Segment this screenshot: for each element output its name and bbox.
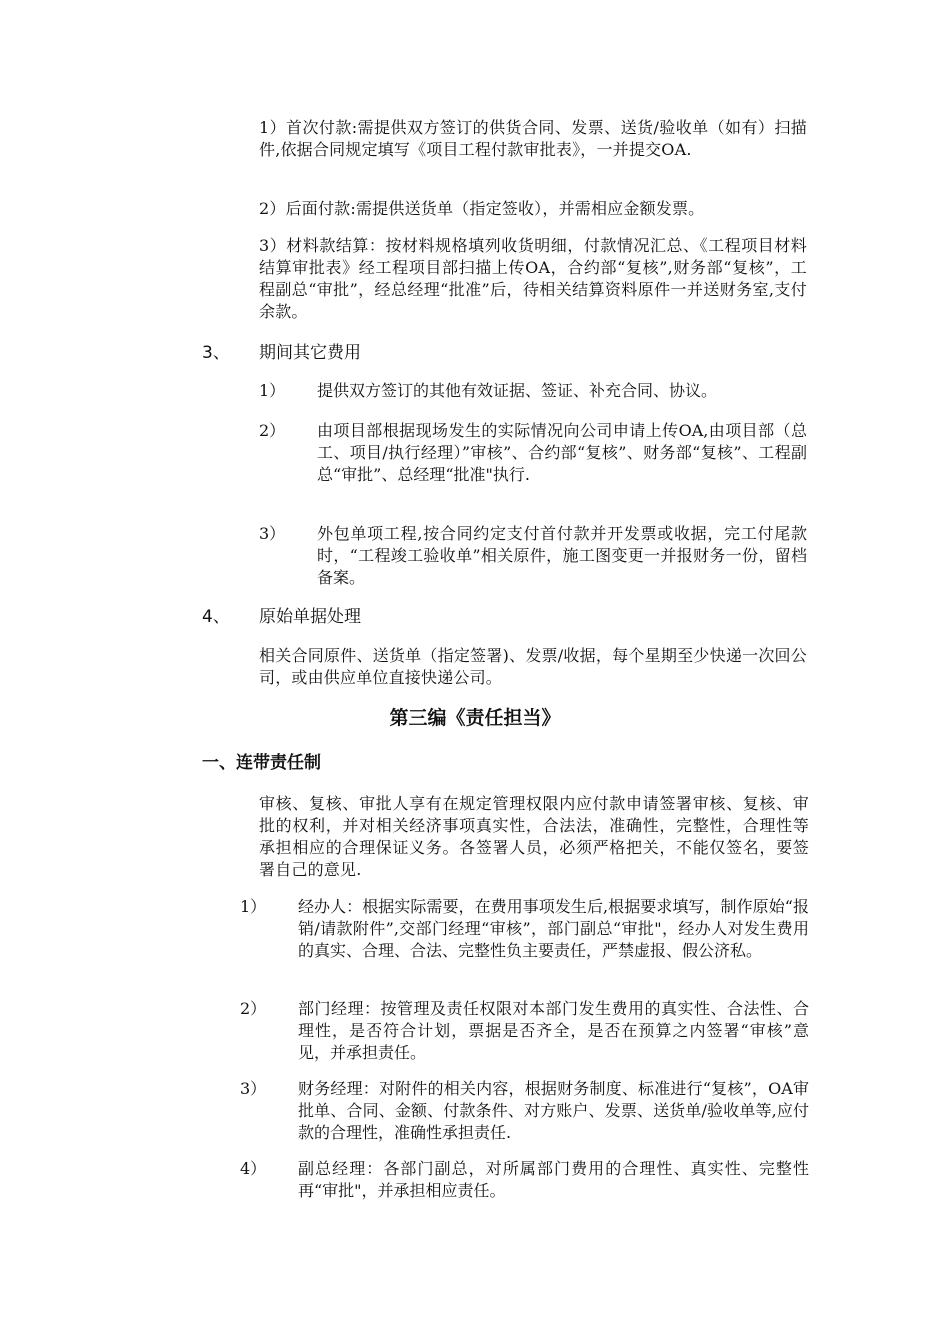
list-item — [240, 1078, 809, 1144]
list-item — [240, 998, 809, 1064]
original-documents-paragraph: 相关合同原件、送货单（指定签署)、发票/收据，每个星期至少快递一次回公司，或由供应单位直接快递公司。 — [259, 646, 807, 687]
section-title: 期间其它费用 — [259, 343, 361, 363]
item-number: 2） — [259, 421, 286, 440]
item-text: 外包单项工程,按合同约定支付首付款并开发票或收据，完工付尾款时，“工程竣工验收单”相关原件，施工图变更一并报财务一份，留档备案。 — [317, 524, 807, 587]
section-number: 4、 — [202, 607, 230, 627]
item-text: 提供双方签订的其他有效证据、签证、补充合同、协议。 — [317, 381, 718, 400]
item-number: 1） — [240, 897, 267, 916]
section-heading-other-expenses — [202, 342, 602, 364]
part-title: 第三编《责任担当》 — [389, 707, 561, 729]
item-text: 由项目部根据现场发生的实际情况向公司申请上传OA,由项目部（总工、项目/执行经理）”审核”、合约部“复核”、财务部“复核”、工程副总“审批”、总经理“批准"执行. — [317, 421, 807, 484]
list-item — [240, 896, 809, 984]
item-number: 4） — [240, 1159, 267, 1178]
later-payment-paragraph: 2）后面付款:需提供送货单（指定签收），并需相应金额发票。 — [259, 199, 705, 218]
joint-responsibility-heading: 一、连带责任制 — [202, 753, 321, 773]
item-number: 3） — [259, 524, 286, 543]
list-item — [259, 380, 807, 402]
list-item — [259, 523, 807, 589]
list-item — [240, 1158, 809, 1202]
item-number: 2） — [240, 999, 267, 1018]
settlement-paragraph: 3）材料款结算：按材料规格填列收货明细，付款情况汇总、《工程项目材料结算审批表》经工程项目部扫描上传OA，合约部“复核”,财务部“复核”，工程副总“审批”，经总经理“批准”后，待相关结算资料原件一并送财务室,支付余款。 — [259, 236, 807, 321]
first-payment-paragraph: 1）首次付款:需提供双方签订的供货合同、发票、送货/验收单（如有）扫描件,依据合同规定填写《项目工程付款审批表》，一并提交OA. — [259, 118, 807, 159]
joint-responsibility-intro: 审核、复核、审批人享有在规定管理权限内应付款申请签署审核、复核、审批的权利，并对相关经济事项真实性，合法法，准确性，完整性，合理性等承担相应的合理保证义务。各签署人员，必须严格把关，不能仅签名，要签署自己的意见. — [259, 794, 809, 879]
list-item — [259, 420, 807, 508]
item-number: 3） — [240, 1079, 267, 1098]
section-title: 原始单据处理 — [259, 607, 361, 627]
item-number: 1） — [259, 381, 286, 400]
item-text: 副总经理：各部门副总，对所属部门费用的合理性、真实性、完整性再“审批"，并承担相应责任。 — [298, 1159, 809, 1200]
item-text: 财务经理：对附件的相关内容，根据财务制度、标准进行“复核”，OA审批单、合同、金额、付款条件、对方账户、发票、送货单/验收单等,应付款的合理性，准确性承担责任. — [298, 1079, 809, 1142]
section-number: 3、 — [202, 343, 230, 363]
item-text: 经办人：根据实际需要，在费用事项发生后,根据要求填写，制作原始“报销/请款附件”,交部门经理“审核”，部门副总“审批"，经办人对发生费用的真实、合理、合法、完整性负主要责任，严禁虚报、假公济私。 — [298, 897, 809, 960]
item-text: 部门经理：按管理及责任权限对本部门发生费用的真实性、合法性、合理性，是否符合计划，票据是否齐全，是否在预算之内签署“审核”意见，并承担责任。 — [298, 999, 809, 1062]
section-heading-original-documents — [202, 606, 602, 628]
